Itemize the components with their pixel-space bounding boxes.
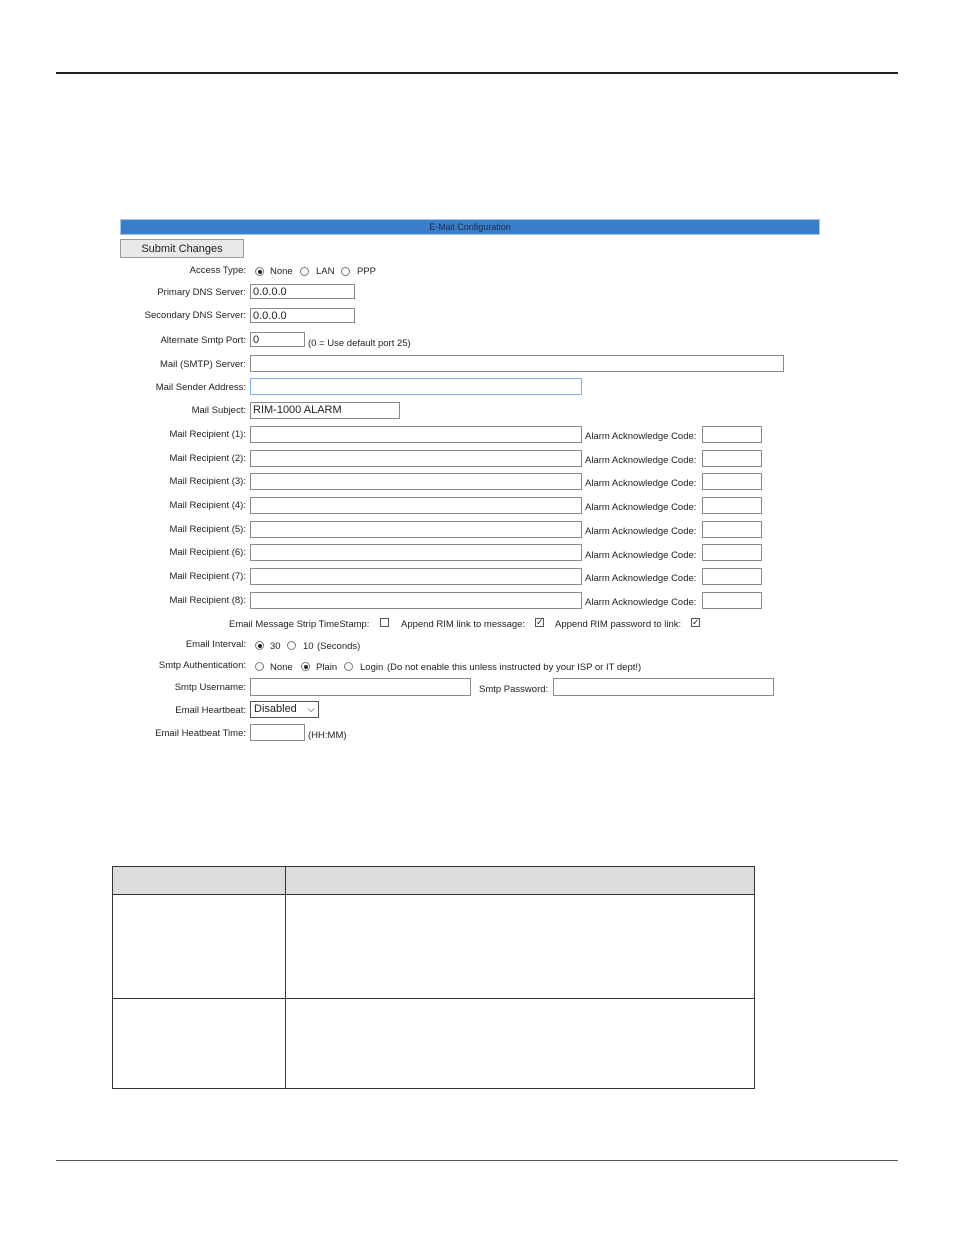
sender-address-input[interactable] xyxy=(250,378,582,395)
heartbeat-selected-value: Disabled xyxy=(254,703,297,715)
ack-code-5-input[interactable] xyxy=(702,521,762,538)
recipient-4-label: Mail Recipient (4): xyxy=(169,500,246,511)
smtp-password-label: Smtp Password: xyxy=(479,684,549,695)
interval-10-radio[interactable] xyxy=(287,641,296,650)
mail-server-input[interactable] xyxy=(250,355,784,372)
smtp-username-input[interactable] xyxy=(250,678,471,696)
ack-code-3-label: Alarm Acknowledge Code: xyxy=(585,478,697,489)
mail-subject-input[interactable]: RIM-1000 ALARM xyxy=(250,402,400,419)
table-row-divider xyxy=(113,998,754,999)
append-link-label: Append RIM link to message: xyxy=(401,619,526,630)
strip-timestamp-label: Email Message Strip TimeStamp: xyxy=(229,619,370,630)
recipient-6-label: Mail Recipient (6): xyxy=(169,547,246,558)
ack-code-4-input[interactable] xyxy=(702,497,762,514)
description-table xyxy=(112,866,755,1089)
append-link-checkbox[interactable]: ✓ xyxy=(536,617,544,627)
recipient-5-label: Mail Recipient (5): xyxy=(169,524,246,535)
smtp-auth-note: (Do not enable this unless instructed by your ISP or IT dept!) xyxy=(387,662,642,673)
mail-subject-label: Mail Subject: xyxy=(191,405,246,416)
recipient-2-input[interactable] xyxy=(250,450,582,467)
recipient-6-input[interactable] xyxy=(250,544,582,561)
access-type-lan-label: LAN xyxy=(316,266,335,277)
ack-code-2-label: Alarm Acknowledge Code: xyxy=(585,455,697,466)
alt-smtp-port-input[interactable]: 0 xyxy=(250,332,305,347)
table-column-divider xyxy=(285,867,286,1088)
ack-code-6-label: Alarm Acknowledge Code: xyxy=(585,550,697,561)
ack-code-5-label: Alarm Acknowledge Code: xyxy=(585,526,697,537)
email-heartbeat-label: Email Heartbeat: xyxy=(175,705,246,716)
smtp-auth-login-radio[interactable] xyxy=(344,662,353,671)
secondary-dns-input[interactable]: 0.0.0.0 xyxy=(250,308,355,323)
ack-code-3-input[interactable] xyxy=(702,473,762,490)
interval-10-label: 10 xyxy=(303,641,314,652)
mail-server-label: Mail (SMTP) Server: xyxy=(159,359,246,370)
recipient-8-label: Mail Recipient (8): xyxy=(169,595,246,606)
ack-code-8-input[interactable] xyxy=(702,592,762,609)
access-type-ppp-label: PPP xyxy=(357,266,377,277)
recipient-1-label: Mail Recipient (1): xyxy=(169,429,246,440)
smtp-auth-plain-label: Plain xyxy=(316,662,338,673)
panel-title: E-Mail Configuration xyxy=(120,219,820,235)
smtp-auth-plain-radio[interactable] xyxy=(301,662,310,671)
bottom-rule xyxy=(56,1160,898,1161)
table-header xyxy=(113,867,754,895)
recipient-1-input[interactable] xyxy=(250,426,582,443)
ack-code-7-label: Alarm Acknowledge Code: xyxy=(585,573,697,584)
ack-code-2-input[interactable] xyxy=(702,450,762,467)
heartbeat-select[interactable] xyxy=(250,701,319,718)
ack-code-4-label: Alarm Acknowledge Code: xyxy=(585,502,697,513)
access-type-lan-radio[interactable] xyxy=(300,267,309,276)
access-type-none-label: None xyxy=(270,266,293,277)
access-type-ppp-radio[interactable] xyxy=(341,267,350,276)
smtp-auth-label: Smtp Authentication: xyxy=(158,660,246,671)
alt-smtp-port-label: Alternate Smtp Port: xyxy=(160,335,246,346)
top-rule xyxy=(56,72,898,74)
heartbeat-time-input[interactable] xyxy=(250,724,305,741)
strip-timestamp-checkbox[interactable] xyxy=(380,618,389,627)
submit-changes-button[interactable]: Submit Changes xyxy=(120,239,244,258)
recipient-3-input[interactable] xyxy=(250,473,582,490)
email-interval-label: Email Interval: xyxy=(185,639,246,650)
append-password-checkbox[interactable]: ✓ xyxy=(692,617,700,627)
sender-address-label: Mail Sender Address: xyxy=(155,382,246,393)
smtp-auth-none-label: None xyxy=(270,662,293,673)
interval-unit-label: (Seconds) xyxy=(317,641,361,652)
heartbeat-time-hint: (HH:MM) xyxy=(308,730,347,741)
ack-code-7-input[interactable] xyxy=(702,568,762,585)
alt-smtp-port-hint: (0 = Use default port 25) xyxy=(308,338,411,349)
recipient-7-input[interactable] xyxy=(250,568,582,585)
chevron-down-icon: ⌵ xyxy=(307,704,315,715)
smtp-auth-login-label: Login xyxy=(360,662,384,673)
recipient-5-input[interactable] xyxy=(250,521,582,538)
recipient-2-label: Mail Recipient (2): xyxy=(169,453,246,464)
append-password-label: Append RIM password to link: xyxy=(555,619,682,630)
ack-code-1-input[interactable] xyxy=(702,426,762,443)
access-type-none-radio[interactable] xyxy=(255,267,264,276)
smtp-username-label: Smtp Username: xyxy=(174,682,246,693)
email-config-panel xyxy=(118,215,820,750)
ack-code-6-input[interactable] xyxy=(702,544,762,561)
ack-code-8-label: Alarm Acknowledge Code: xyxy=(585,597,697,608)
heartbeat-time-label: Email Heatbeat Time: xyxy=(155,728,246,739)
recipient-8-input[interactable] xyxy=(250,592,582,609)
ack-code-1-label: Alarm Acknowledge Code: xyxy=(585,431,697,442)
interval-30-label: 30 xyxy=(270,641,281,652)
recipient-7-label: Mail Recipient (7): xyxy=(169,571,246,582)
smtp-password-input[interactable] xyxy=(553,678,774,696)
access-type-label: Access Type: xyxy=(189,265,246,276)
primary-dns-label: Primary DNS Server: xyxy=(157,287,246,298)
recipient-3-label: Mail Recipient (3): xyxy=(169,476,246,487)
secondary-dns-label: Secondary DNS Server: xyxy=(144,310,246,321)
primary-dns-input[interactable]: 0.0.0.0 xyxy=(250,284,355,299)
smtp-auth-none-radio[interactable] xyxy=(255,662,264,671)
interval-30-radio[interactable] xyxy=(255,641,264,650)
recipient-4-input[interactable] xyxy=(250,497,582,514)
